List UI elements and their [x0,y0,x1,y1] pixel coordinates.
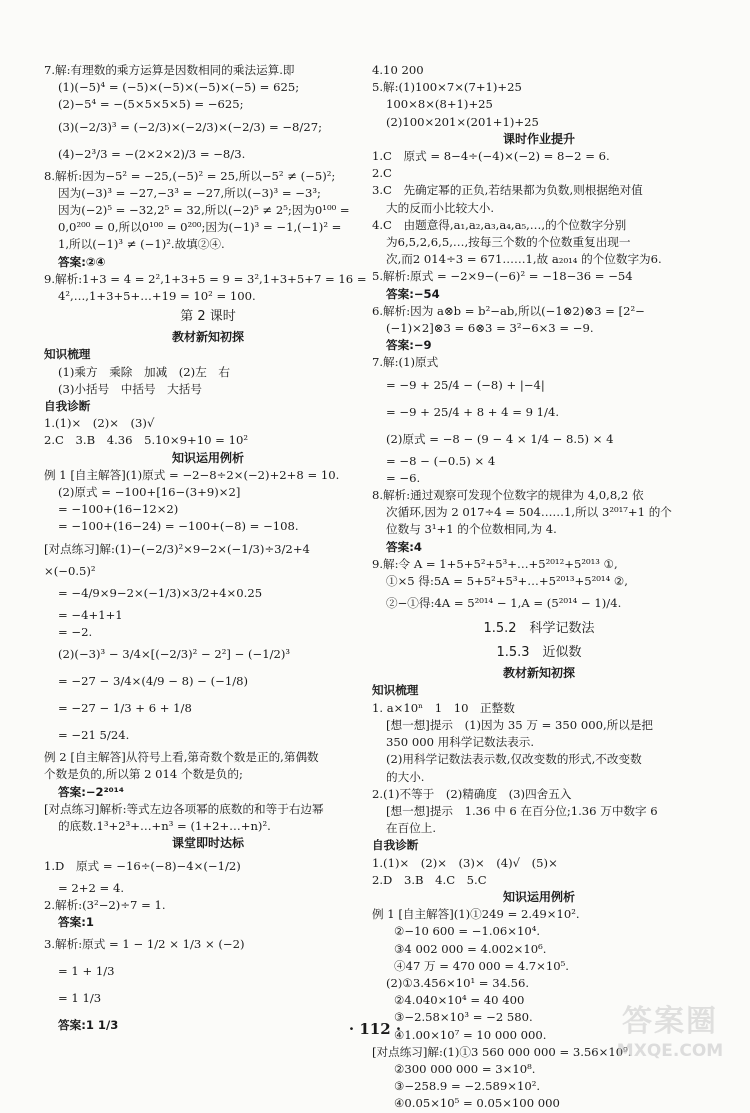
left-column [44,62,372,1039]
text-line: 9.解析:1+3 = 4 = 2²,1+3+5 = 9 = 3²,1+3+5+7 = 16 = [44,271,367,286]
text-line: ①×5 得:5A = 5+5²+5³+…+5²⁰¹³+5²⁰¹⁴ ②, [386,574,628,589]
text-line: 4²,…,1+3+5+…+19 = 10² = 100. [58,289,256,304]
text-line: (2)原式 = −8 − (9 − 4 × 1/4 − 8.5) × 4 [386,431,614,446]
text-line: 0,0²⁰⁰ = 0,所以0¹⁰⁰ = 0²⁰⁰;因为(−1)³ = −1,(−1)² = [58,220,342,235]
text-line: (4)−2³/3 = −(2×2×2)/3 = −8/3. [58,146,246,161]
text-line: = −21 5/24. [58,728,130,743]
text-line: (3)小括号 中括号 大括号 [58,381,202,396]
text-line: 答案:②④ [58,254,106,269]
text-line: [想一想]提示 (1)因为 35 万 = 350 000,所以是把 [386,717,654,732]
text-line: (1)乘方 乘除 加减 (2)左 右 [58,364,230,379]
text-line: 1.(1)× (2)× (3)√ [44,416,155,431]
text-line: ④1.00×10⁷ = 10 000 000. [394,1027,547,1042]
text-line: = −27 − 3/4×(4/9 − 8) − (−1/8) [58,674,248,689]
text-line: 8.解析:通过观察可发现个位数字的规律为 4,0,8,2 依 [372,488,644,503]
text-line: 答案:1 1/3 [58,1018,119,1033]
text-line: 2.C [372,166,392,181]
text-line: 自我诊断 [372,838,419,853]
text-line: 3.C 先确定幂的正负,若结果都为负数,则根据绝对值 [372,183,643,198]
text-line: 答案:4 [386,539,422,554]
text-line: 课堂即时达标 [171,836,244,851]
text-line: ②4.040×10⁴ = 40 400 [394,993,525,1008]
text-line: 教材新知初探 [171,330,244,345]
text-line: 350 000 用科学记数法表示. [386,735,535,750]
text-line: 知识运用例析 [171,450,244,465]
text-line: 课时作业提升 [502,131,575,146]
text-line: 1. a×10ⁿ 1 10 正整数 [372,700,515,715]
text-line: = −9 + 25/4 + 8 + 4 = 9 1/4. [386,404,560,419]
watermark-site: MXQE.COM [616,1041,724,1061]
text-line: 1.(1)× (2)× (3)× (4)√ (5)× [372,855,558,870]
text-line: = 1 + 1/3 [58,964,115,979]
text-line: (−1)×2]⊗3 = 6⊗3 = 3²−6×3 = −9. [386,321,594,336]
text-line: 答案:−9 [386,338,432,353]
text-line: 答案:−2²⁰¹⁴ [58,784,124,799]
text-line: ④0.05×10⁵ = 0.05×100 000 [394,1096,560,1111]
text-line: = −100+(16−24) = −100+(−8) = −108. [58,519,299,534]
watermark-logo [600,1003,740,1073]
text-line: = −8 − (−0.5) × 4 [386,453,496,468]
text-line: 2.D 3.B 4.C 5.C [372,872,487,887]
text-line: ②300 000 000 = 3×10⁸. [394,1061,536,1076]
text-line: ②−10 600 = −1.06×10⁴. [394,924,541,939]
text-line: 7.解:(1)原式 [372,355,439,370]
text-line: 在百位上. [386,821,437,836]
text-line: ③−258.9 = −2.589×10². [394,1079,541,1094]
text-line: 2.解析:(3²−2)÷7 = 1. [44,897,166,912]
text-line: = 1 1/3 [58,991,102,1006]
text-line: = −100+(16−12×2) [58,502,179,517]
text-line: (2)(−3)³ − 3/4×[(−2/3)² − 2²] − (−1/2)³ [58,647,291,662]
text-line: 9.解:令 A = 1+5+5²+5³+…+5²⁰¹²+5²⁰¹³ ①, [372,556,618,571]
text-line: 大的反而小比较大小. [386,200,495,215]
text-line: 的底数.1³+2³+…+n³ = (1+2+…+n)². [58,819,271,834]
text-line: 3.解析:原式 = 1 − 1/2 × 1/3 × (−2) [44,937,245,952]
text-line: 例 2 [自主解答]从符号上看,第奇数个数是正的,第偶数 [44,750,319,765]
right-column [372,62,706,1113]
text-line: 5.解:(1)100×7×(7+1)+25 [372,80,522,95]
text-line: 1.C 原式 = 8−4÷(−4)×(−2) = 8−2 = 6. [372,149,610,164]
text-line: = −2. [58,625,93,640]
text-line: (3)(−2/3)³ = (−2/3)×(−2/3)×(−2/3) = −8/27; [58,119,323,134]
text-line: ×(−0.5)² [44,563,96,578]
text-line: 4.10 200 [372,63,424,77]
text-line: (2)用科学记数法表示数,仅改变数的形式,不改变数 [386,752,642,767]
text-line: 1.D 原式 = −16÷(−8)−4×(−1/2) [44,858,241,873]
text-line: 7.解:有理数的乘方运算是因数相同的乘法运算.即 [44,63,295,77]
text-line: (1)(−5)⁴ = (−5)×(−5)×(−5)×(−5) = 625; [58,80,300,95]
text-line: 的大小. [386,769,425,784]
text-line: 8.解析:因为−5² = −25,(−5)² = 25,所以−5² ≠ (−5)²; [44,168,336,183]
text-line: 自我诊断 [44,399,91,414]
text-line: ②−①得:4A = 5²⁰¹⁴ − 1,A = (5²⁰¹⁴ − 1)/4. [386,596,622,611]
text-line: ④47 万 = 470 000 = 4.7×10⁵. [394,958,569,973]
text-line: (2)原式 = −100+[16−(3+9)×2] [58,485,241,500]
text-line: 知识运用例析 [502,889,575,904]
text-line: = 2+2 = 4. [58,880,125,895]
text-line: = −9 + 25/4 − (−8) + |−4| [386,377,545,392]
text-line: [对点练习]解析:等式左边各项幂的底数的和等于右边幂 [44,801,324,816]
text-line: 2.(1)不等于 (2)精确度 (3)四舍五入 [372,786,572,801]
text-line: [对点练习]解:(1)−(−2/3)²×9−2×(−1/3)÷3/2+4 [44,541,310,556]
text-line: 次循环,因为 2 017÷4 = 504……1,所以 3²⁰¹⁷+1 的个 [386,505,672,520]
text-line: 答案:1 [58,914,94,929]
text-line: 位数与 3¹+1 的个位数相同,为 4. [386,522,557,537]
text-line: 第 2 课时 [180,309,236,325]
text-line: 个数是负的,所以第 2 014 个数是负的; [44,767,243,782]
text-line: 知识梳理 [372,683,419,698]
text-line: = −4/9×9−2×(−1/3)×3/2+4×0.25 [58,585,263,600]
text-line: 例 1 [自主解答](1)原式 = −2−8÷2×(−2)+2+8 = 10. [44,467,340,482]
text-line: 1,所以(−1)³ ≠ (−1)².故填②④. [58,237,225,252]
top-edge [0,0,750,12]
text-line: = −27 − 1/3 + 6 + 1/8 [58,701,192,716]
text-line: 1.5.2 科学记数法 [483,621,595,637]
text-line: ③4 002 000 = 4.002×10⁶. [394,941,547,956]
text-line: = −6. [386,470,421,485]
text-line: 5.解析:原式 = −2×9−(−6)² = −18−36 = −54 [372,269,633,284]
text-line: 6.解析:因为 a⊗b = b²−ab,所以(−1⊗2)⊗3 = [2²− [372,303,645,318]
text-line: [想一想]提示 1.36 中 6 在百分位;1.36 万中数字 6 [386,803,658,818]
watermark-text: 答案圈 [622,1004,718,1039]
page-number: · 112 · [348,1020,402,1038]
text-line: 为6,5,2,6,5,…,按每三个数的个位数重复出现一 [386,235,631,250]
text-line: = −4+1+1 [58,607,123,622]
text-line: 知识梳理 [44,347,91,362]
text-line: 1.5.3 近似数 [496,645,582,661]
text-line: 4.C 由题意得,a₁,a₂,a₃,a₄,a₅,…,的个位数字分别 [372,217,627,232]
text-line: 因为(−3)³ = −27,−3³ = −27,所以(−3)³ = −3³; [58,185,321,200]
text-line: 答案:−54 [386,286,440,301]
text-line: ③−2.58×10³ = −2 580. [394,1010,533,1025]
text-line: 2.C 3.B 4.36 5.10×9+10 = 10² [44,433,248,448]
text-line: [对点练习]解:(1)①3 560 000 000 = 3.56×10⁹. [372,1044,632,1059]
text-line: 教材新知初探 [502,666,575,681]
text-line: 因为(−2)⁵ = −32,2⁵ = 32,所以(−2)⁵ ≠ 2⁵;因为0¹⁰⁰ = [58,203,350,218]
text-line: (2)100×201×(201+1)+25 [386,114,539,129]
text-line: 例 1 [自主解答](1)①249 = 2.49×10². [372,907,580,922]
text-line: 100×8×(8+1)+25 [386,97,493,112]
text-line: 次,而2 014÷3 = 671……1,故 a₂₀₁₄ 的个位数字为6. [386,252,662,267]
text-line: (2)−5⁴ = −(5×5×5×5) = −625; [58,97,244,112]
text-line: (2)①3.456×10¹ = 34.56. [386,975,530,990]
